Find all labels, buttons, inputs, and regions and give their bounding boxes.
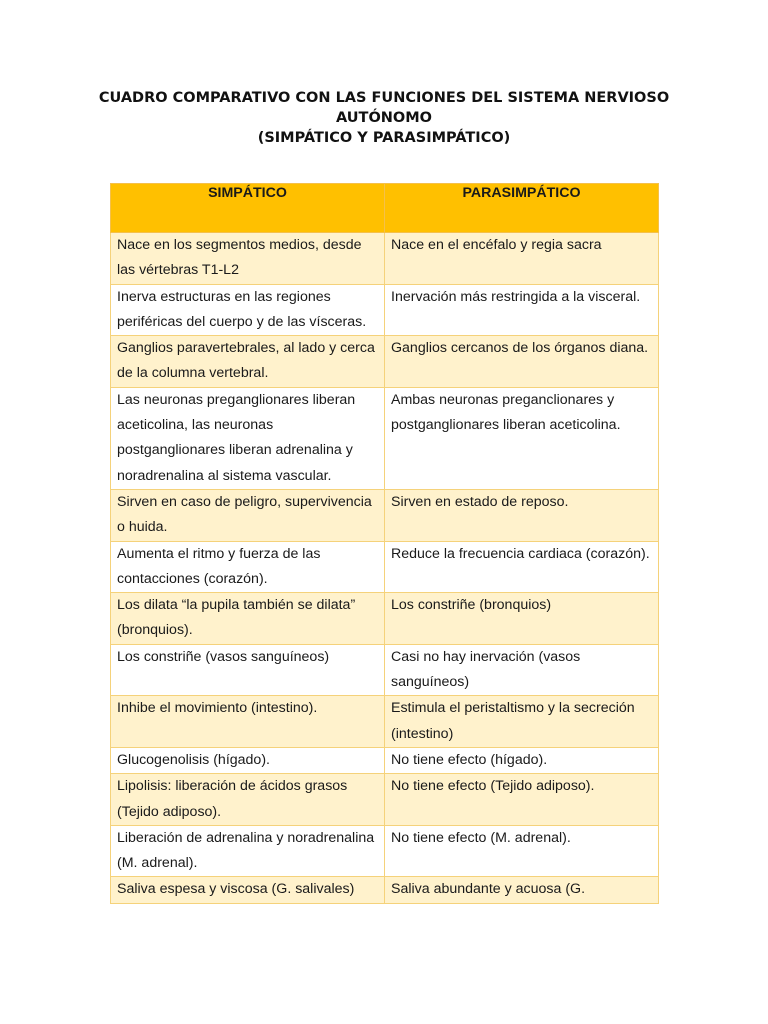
cell-parasimpatico: Estimula el peristaltismo y la secreción (intestino) <box>385 696 659 748</box>
cell-simpatico: Aumenta el ritmo y fuerza de las contacciones (corazón). <box>111 541 385 593</box>
cell-parasimpatico: Casi no hay inervación (vasos sanguíneos) <box>385 644 659 696</box>
cell-simpatico: Saliva espesa y viscosa (G. salivales) <box>111 877 385 903</box>
cell-simpatico: Nace en los segmentos medios, desde las vértebras T1-L2 <box>111 233 385 285</box>
cell-parasimpatico: Reduce la frecuencia cardiaca (corazón). <box>385 541 659 593</box>
table-row <box>111 825 659 877</box>
cell-simpatico: Los constriñe (vasos sanguíneos) <box>111 644 385 696</box>
cell-simpatico: Los dilata “la pupila también se dilata” (bronquios). <box>111 593 385 645</box>
cell-parasimpatico: Los constriñe (bronquios) <box>385 593 659 645</box>
cell-simpatico: Ganglios paravertebrales, al lado y cerca de la columna vertebral. <box>111 336 385 388</box>
table-row <box>111 593 659 645</box>
table-body <box>111 233 659 904</box>
cell-simpatico: Inerva estructuras en las regiones periféricas del cuerpo y de las vísceras. <box>111 284 385 336</box>
cell-parasimpatico: No tiene efecto (Tejido adiposo). <box>385 774 659 826</box>
header-parasimpatico: PARASIMPÁTICO <box>385 184 659 233</box>
table-row <box>111 489 659 541</box>
header-simpatico: SIMPÁTICO <box>111 184 385 233</box>
cell-parasimpatico: Ganglios cercanos de los órganos diana. <box>385 336 659 388</box>
cell-parasimpatico: No tiene efecto (M. adrenal). <box>385 825 659 877</box>
table-row <box>111 696 659 748</box>
document-title <box>0 88 768 148</box>
table-row <box>111 284 659 336</box>
table-row <box>111 877 659 903</box>
title-line-3: (SIMPÁTICO Y PARASIMPÁTICO) <box>257 130 511 146</box>
comparison-table <box>110 183 659 904</box>
cell-simpatico: Lipolisis: liberación de ácidos grasos (Tejido adiposo). <box>111 774 385 826</box>
cell-parasimpatico: Ambas neuronas preganclionares y postganglionares liberan aceticolina. <box>385 387 659 489</box>
title-line-2: AUTÓNOMO <box>336 110 432 126</box>
table-row <box>111 336 659 388</box>
table-row <box>111 541 659 593</box>
cell-parasimpatico: Inervación más restringida a la visceral. <box>385 284 659 336</box>
table-header-row <box>111 184 659 233</box>
cell-parasimpatico: Nace en el encéfalo y regia sacra <box>385 233 659 285</box>
title-line-1: CUADRO COMPARATIVO CON LAS FUNCIONES DEL SISTEMA NERVIOSO <box>98 90 670 106</box>
table-row <box>111 387 659 489</box>
table-row <box>111 233 659 285</box>
cell-simpatico: Sirven en caso de peligro, supervivencia o huida. <box>111 489 385 541</box>
cell-simpatico: Las neuronas preganglionares liberan aceticolina, las neuronas postganglionares liberan adrenalina y noradrenalina al sistema vascular. <box>111 387 385 489</box>
cell-simpatico: Glucogenolisis (hígado). <box>111 747 385 773</box>
table-row <box>111 644 659 696</box>
cell-simpatico: Liberación de adrenalina y noradrenalina (M. adrenal). <box>111 825 385 877</box>
cell-parasimpatico: No tiene efecto (hígado). <box>385 747 659 773</box>
table-row <box>111 774 659 826</box>
cell-simpatico: Inhibe el movimiento (intestino). <box>111 696 385 748</box>
cell-parasimpatico: Sirven en estado de reposo. <box>385 489 659 541</box>
cell-parasimpatico: Saliva abundante y acuosa (G. <box>385 877 659 903</box>
table-row <box>111 747 659 773</box>
